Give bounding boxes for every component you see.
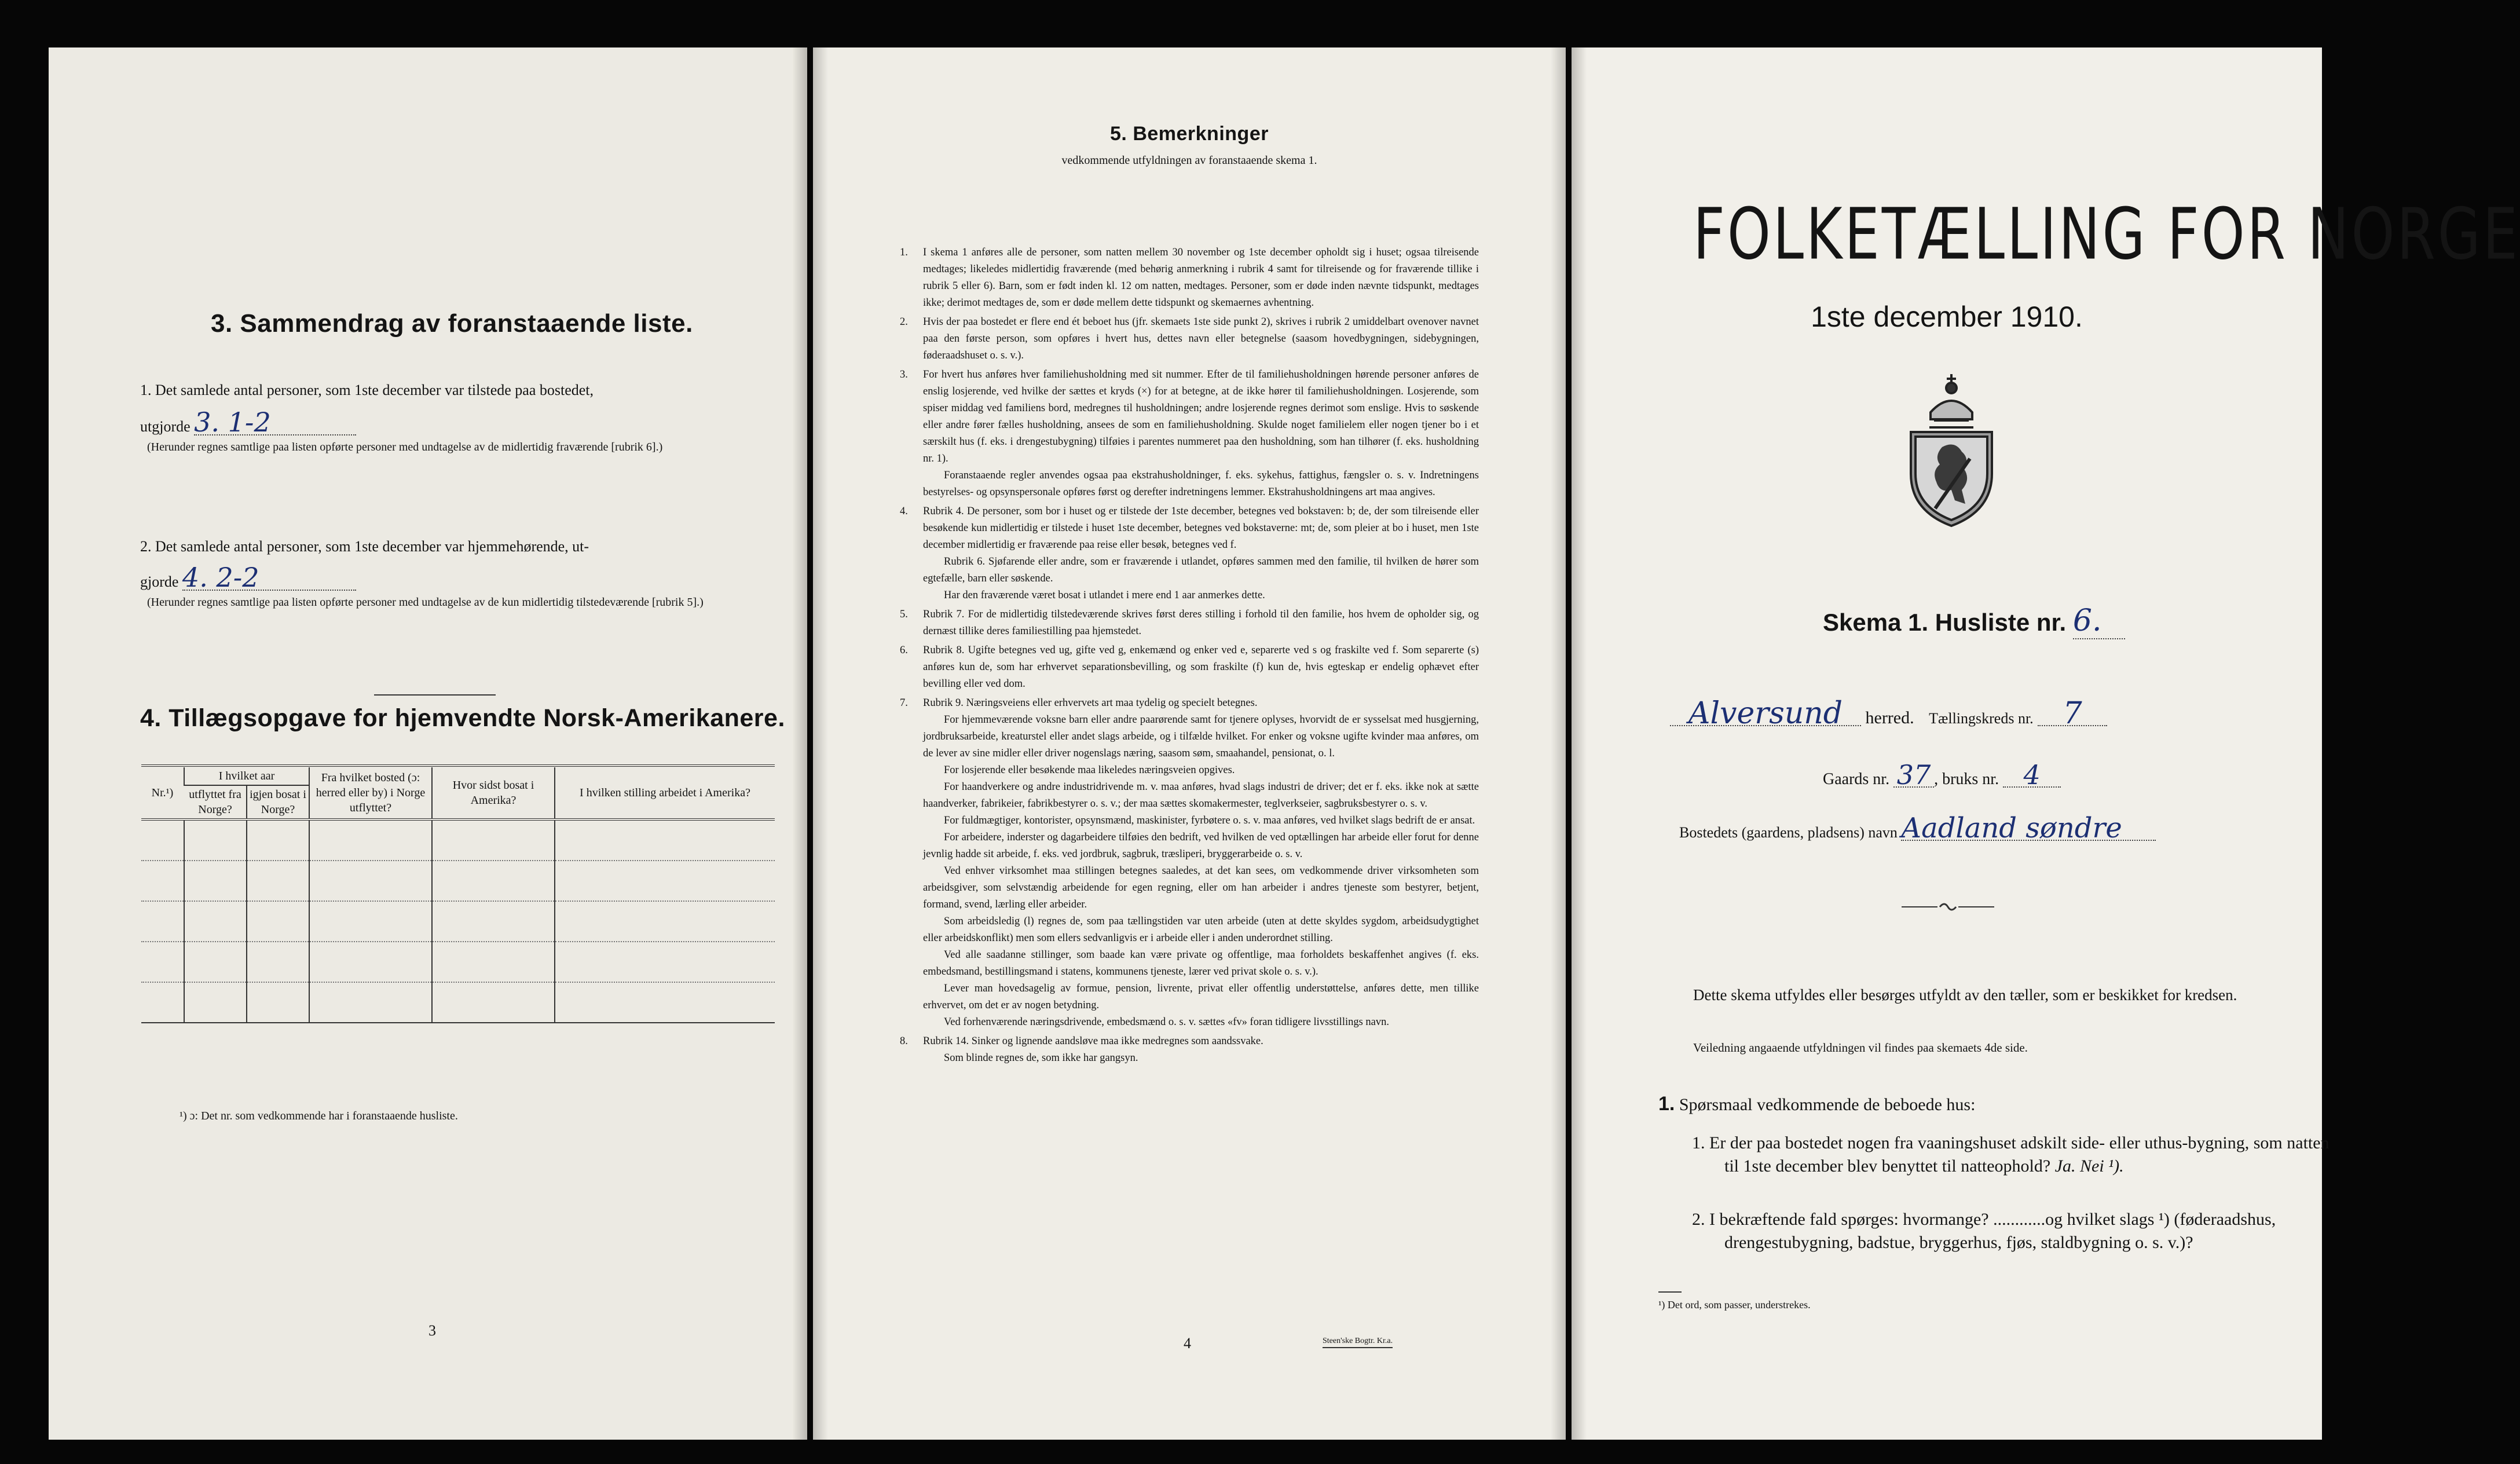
remark-paragraph: For fuldmægtiger, kontorister, opsynsmænd, maskinister, fyrbøtere o. s. v. maa anføres, ved hvilket slags bedrift de er ansat.: [944, 815, 1475, 826]
table-cell[interactable]: [247, 819, 309, 861]
remark-paragraph: Rubrik 8. Ugifte betegnes ved ug, gifte ved g, enkemænd og enker ved e, separerte ved s og fraskilte ved f. Som separerte (s) anføres kun de, som har erhvervet separationsbevilling, og som fraskilte (f) kun de, hvis egteskap er endelig ophævet efter bevilling eller ved dom.: [923, 645, 1479, 690]
section-divider: [374, 694, 496, 696]
kreds-label: Tællingskreds nr.: [1929, 710, 2034, 727]
schema-label: Skema 1. Husliste nr.: [1823, 609, 2067, 636]
gaards-field[interactable]: 37: [1893, 763, 1934, 788]
remark-paragraph: Som blinde regnes de, som ikke har gangsyn.: [944, 1052, 1138, 1064]
table-cell[interactable]: [432, 861, 555, 901]
present-count-field[interactable]: 3. 1-2: [194, 410, 356, 435]
remark-paragraph: For hjemmeværende voksne barn eller andre paarørende samt for tjenere oplyses, hvorvidt de er sysselsat med husgjerning, jordbruksarbeide, kreaturstel eller andet slags arbeide, og i tilfælde hvilket. For enker og voksne ugifte kvinder maa anføres, om de lever av sine midler eller driver nogenslags næring, saasom søm, smaahandel, pensionat, o. l.: [923, 714, 1479, 759]
remark-paragraph: Hvis der paa bostedet er flere end ét beboet hus (jfr. skemaets 1ste side punkt 2), skrives i rubrik 2 umiddelbart ovenover navnet paa den første person, som opføres i hvert hus, dettes navn eller betegnelse (saasom hovedbygningen, sidebygningen, føderaadshuset o. s. v.).: [923, 316, 1479, 361]
remark-item: [900, 606, 1479, 640]
questions-heading-text: Spørsmaal vedkommende de beboede hus:: [1679, 1095, 1976, 1114]
census-date: 1ste december 1910.: [1811, 301, 2083, 333]
page-fold-shadow: [1572, 47, 1587, 1440]
remark-paragraph: Rubrik 14. Sinker og lignende aandsløve maa ikke medregnes som aandssvake.: [923, 1035, 1263, 1047]
bruks-field[interactable]: 4: [2003, 763, 2061, 788]
bosted-label: Bostedets (gaardens, pladsens) navn: [1679, 824, 1898, 841]
remark-number: 5.: [900, 609, 908, 620]
table-cell[interactable]: [432, 819, 555, 861]
table-cell[interactable]: [555, 982, 775, 1023]
page-left: [49, 47, 807, 1440]
husliste-number-field[interactable]: 6.: [2073, 603, 2125, 639]
table-row: [141, 901, 775, 942]
table-cell[interactable]: [247, 942, 309, 982]
resident-count-field[interactable]: 4. 2-2: [182, 565, 356, 591]
table-cell[interactable]: [141, 942, 184, 982]
remark-item: [900, 642, 1479, 693]
page-fold-shadow: [1551, 47, 1566, 1440]
remark-number: 2.: [900, 316, 908, 328]
remark-paragraph: Ved enhver virksomhet maa stillingen betegnes saaledes, at det kan sees, om vedkommende driver virksomheten som arbeidsgiver, som selvstændig arbeidende for egen regning, eller om han arbeider i andres tjeneste som bestyrer, betjent, formand, svend, lærling eller arbeider.: [923, 865, 1479, 910]
col-from-place: Fra hvilket bosted (ɔ: herred eller by) i Norge utflyttet?: [309, 767, 432, 819]
col-emigrated: utflyttet fra Norge?: [184, 785, 247, 819]
page-right: [1572, 47, 2520, 1440]
table-cell[interactable]: [247, 982, 309, 1023]
remark-paragraph: Ved forhenværende næringsdrivende, embedsmænd o. s. v. sættes «fv» foran tidligere livsstillings navn.: [944, 1016, 1390, 1028]
table-cell[interactable]: [555, 819, 775, 861]
summary-item-1-label: utgjorde: [140, 418, 191, 435]
herred-line: [1670, 696, 2307, 731]
remark-paragraph: Som arbeidsledig (l) regnes de, som paa tællingstiden var uten arbeide (uten at dette skyldes sygdom, arbeidsudygtighet eller arbeidskonflikt) men som ellers sedvanligvis er i arbeide eller i anden underordnet stilling.: [923, 916, 1479, 944]
table-cell[interactable]: [309, 982, 432, 1023]
remark-paragraph: For arbeidere, inderster og dagarbeidere tilføies den bedrift, ved hvilken de ved optællingen har arbeide eller forut for denne jevnlig hadde sit arbeide, f. eks. ved jordbruk, sagbruk, træsliperi, bryggerarbeide o. s. v.: [923, 832, 1479, 860]
remark-item: [900, 1033, 1479, 1067]
gaards-label: Gaards nr.: [1823, 770, 1890, 788]
remark-number: 4.: [900, 506, 908, 517]
col-last-residence: Hvor sidst bosat i Amerika?: [432, 767, 555, 819]
page-fold-shadow: [792, 47, 807, 1440]
remark-paragraph: Foranstaaende regler anvendes ogsaa paa ekstrahusholdninger, f. eks. sykehus, fattighus, fængsler o. s. v. Indretningens bestyrelses- og opsynspersonale opføres først og derefter indretningens lemmer. Ekstrahusholdningens art maa angives.: [923, 470, 1479, 498]
col-occupation: I hvilken stilling arbeidet i Amerika?: [555, 767, 775, 819]
remark-item: [900, 503, 1479, 604]
section-4-title: 4. Tillægsopgave for hjemvendte Norsk-Amerikanere.: [140, 704, 785, 732]
remark-item: [900, 695, 1479, 1031]
col-group-year: I hvilket aar: [184, 767, 309, 785]
bosted-line: [1679, 812, 2156, 844]
remark-paragraph: Ved alle saadanne stillinger, som baade kan være private og offentlige, maa forholdets beskaffenhet angives (f. eks. embedsmand, bestillingsmand i statens, kommunens tjeneste, lærer ved privat skole o. s. v.).: [923, 949, 1479, 978]
guide-text: Veiledning angaaende utfyldningen vil findes paa skemaets 4de side.: [1693, 1041, 2028, 1055]
bosted-field[interactable]: Aadland søndre: [1901, 817, 2156, 841]
remark-paragraph: For haandverkere og andre industridrivende m. v. maa anføres, hvad slags industri de driver; det er f. eks. ikke nok at sætte haandverker, fabrikeier, fabrikbestyrer o. s. v.; der maa sættes skomakermester, teglverkseier, sagbruksbestyrer o. s. v.: [923, 781, 1479, 810]
table-cell[interactable]: [555, 901, 775, 942]
question-1: [1692, 1132, 2338, 1178]
table-cell[interactable]: [309, 901, 432, 942]
questions-heading: [1658, 1092, 1975, 1117]
question-2: 2. I bekræftende fald spørges: hvormange? ............og hvilket slags ¹) (føderaadshus, drengestubygning, badstue, bryggerhus, fjøs, staldbygning o. s. v.)?: [1692, 1210, 2276, 1252]
page-number: 3: [428, 1322, 436, 1339]
question-1-text: 1. Er der paa bostedet nogen fra vaaningshuset adskilt side- eller uthus-bygning, som natten til 1ste december blev benyttet til natteophold?: [1692, 1133, 2329, 1176]
table-row: [141, 982, 775, 1023]
remark-paragraph: Har den fraværende været bosat i utlandet i mere end 1 aar anmerkes dette.: [944, 590, 1265, 601]
remark-number: 3.: [900, 369, 908, 380]
gaards-line: [1823, 759, 2061, 791]
table-row: [141, 861, 775, 901]
table-cell[interactable]: [141, 861, 184, 901]
table-cell[interactable]: [247, 861, 309, 901]
table-top-rule: [141, 764, 775, 767]
table-cell[interactable]: [141, 901, 184, 942]
remark-paragraph: Rubrik 6. Sjøfarende eller andre, som er fraværende i utlandet, opføres sammen med den familie, til hvilken de hører som egtefælle, barn eller søskende.: [923, 556, 1479, 584]
table-cell[interactable]: [141, 819, 184, 861]
footnote-rule: [1658, 1291, 1682, 1293]
summary-item-2-label: gjorde: [140, 573, 179, 590]
table-cell[interactable]: [432, 942, 555, 982]
remark-item: [900, 367, 1479, 501]
printer-mark: Steen'ske Bogtr. Kr.a.: [1323, 1337, 1393, 1348]
page-middle: [813, 47, 1566, 1440]
summary-item-2-note: (Herunder regnes samtlige paa listen opførte personer med undtagelse av de kun midlertidig tilstedeværende [rubrik 5].): [147, 596, 704, 609]
schema-heading: [1823, 603, 2125, 639]
ornament-divider-icon: [1902, 901, 1994, 913]
remark-number: 8.: [900, 1035, 908, 1047]
table-cell[interactable]: [184, 982, 247, 1023]
remarks-subtitle: vedkommende utfyldningen av foranstaaende skema 1.: [1061, 154, 1317, 167]
remark-item: [900, 244, 1479, 312]
bruks-label: , bruks nr.: [1934, 770, 1999, 788]
page-number: 4: [1184, 1335, 1191, 1352]
remark-number: 6.: [900, 645, 908, 656]
summary-item-2: [140, 535, 783, 611]
table-cell[interactable]: [309, 942, 432, 982]
remarks-list: [900, 244, 1479, 1067]
remark-paragraph: For hvert hus anføres hver familiehusholdning med sit nummer. Efter de til familiehusholdningen hørende personer anføres de enslig losjerende, ved hvilke der sættes et kryds (×) for at betegne, at de ikke hører til familiehusholdningen. Losjerende, som spiser middag ved familiens bord, medregnes til husholdningen; andre losjerende regnes derimot som enslige. Hvis to søskende eller andre fører fælles husholdning, ansees de som en familiehusholdning. Skulde noget familielem eller nogen tjener bo i et særskilt hus (f. eks. i drengestubygning) tilføies i parentes nummeret paa den husholdning, som han tilhører (f. eks. husholdning nr. 1).: [923, 369, 1479, 464]
questions-number: 1.: [1658, 1093, 1675, 1115]
section-3-title: 3. Sammendrag av foranstaaende liste.: [211, 309, 693, 338]
table-row: [141, 942, 775, 982]
table-cell[interactable]: [432, 982, 555, 1023]
kreds-field[interactable]: 7: [2038, 702, 2107, 726]
page-fold-shadow: [813, 47, 828, 1440]
table-cell[interactable]: [184, 901, 247, 942]
table-cell[interactable]: [184, 819, 247, 861]
question-footnote: ¹) Det ord, som passer, understrekes.: [1658, 1299, 1811, 1311]
table-cell[interactable]: [555, 942, 775, 982]
intro-text: Dette skema utfyldes eller besørges utfyldt av den tæller, som er beskikket for kredsen.: [1693, 986, 2237, 1004]
table-cell[interactable]: [247, 901, 309, 942]
col-returned: igjen bosat i Norge?: [247, 785, 309, 819]
herred-label: herred.: [1865, 708, 1914, 727]
remark-number: 7.: [900, 697, 908, 709]
summary-item-1-text: 1. Det samlede antal personer, som 1ste december var tilstede paa bostedet,: [140, 382, 594, 398]
table-cell[interactable]: [184, 942, 247, 982]
coat-of-arms-icon: [1902, 372, 2001, 529]
norsk-amerikanere-table: [141, 767, 775, 1023]
remarks-title: 5. Bemerkninger: [1110, 123, 1269, 145]
summary-item-1: [140, 379, 783, 456]
table-cell[interactable]: [555, 861, 775, 901]
remark-paragraph: Rubrik 7. For de midlertidig tilstedeværende skrives først deres stilling i forhold til den familie, hos hvem de opholder sig, og dernæst tillike deres familiestilling paa hjemstedet.: [923, 609, 1479, 637]
remark-item: [900, 314, 1479, 364]
remark-paragraph: For losjerende eller besøkende maa likeledes næringsveien opgives.: [944, 764, 1235, 776]
table-cell[interactable]: [309, 819, 432, 861]
herred-field[interactable]: Alversund: [1670, 702, 1861, 726]
table-row: [141, 819, 775, 861]
summary-item-1-note: (Herunder regnes samtlige paa listen opførte personer med undtagelse av de midlertidig fraværende [rubrik 6].): [147, 441, 663, 453]
remark-number: 1.: [900, 247, 908, 258]
table-cell[interactable]: [432, 901, 555, 942]
census-title: FOLKETÆLLING FOR NORGE: [1693, 193, 2520, 276]
question-1-answer[interactable]: Ja. Nei ¹).: [2054, 1156, 2124, 1176]
table-cell[interactable]: [184, 861, 247, 901]
remark-paragraph: I skema 1 anføres alle de personer, som natten mellem 30 november og 1ste december opholdt sig i huset; ogsaa tilreisende medtages; likeledes midlertidig fraværende (med behørig anmerkning i rubrik 4 samt for tilreisende og for fraværende tillike i rubrik 5 eller 6). Barn, som er født inden kl. 12 om natten, medtages. Personer, som er døde inden nævnte tidspunkt, medtages ikke; derimot medtages de, som er døde mellem dette tidspunkt og skemaernes avhentning.: [923, 247, 1479, 309]
table-footnote: ¹) ɔ: Det nr. som vedkommende har i foranstaaende husliste.: [180, 1110, 458, 1122]
remark-paragraph: Rubrik 9. Næringsveiens eller erhvervets art maa tydelig og specielt betegnes.: [923, 697, 1258, 709]
table-cell[interactable]: [141, 982, 184, 1023]
summary-item-2-text: 2. Det samlede antal personer, som 1ste december var hjemmehørende, ut-: [140, 538, 589, 555]
col-nr: Nr.¹): [141, 767, 184, 819]
table-cell[interactable]: [309, 861, 432, 901]
remark-paragraph: Rubrik 4. De personer, som bor i huset og er tilstede der 1ste december, betegnes ved bokstaven: b; de, der som tilreisende eller besøkende kun midlertidig er tilstede i huset 1ste december, betegnes ved bokstaverne: mt; de, som pleier at bo i huset, men 1ste december midlertidig er fraværende paa reise eller besøk, betegnes ved f.: [923, 506, 1479, 551]
remark-paragraph: Lever man hovedsagelig av formue, pension, livrente, privat eller offentlig understøttelse, anføres dette, men tillike erhvervet, om det er av nogen betydning.: [923, 983, 1479, 1011]
